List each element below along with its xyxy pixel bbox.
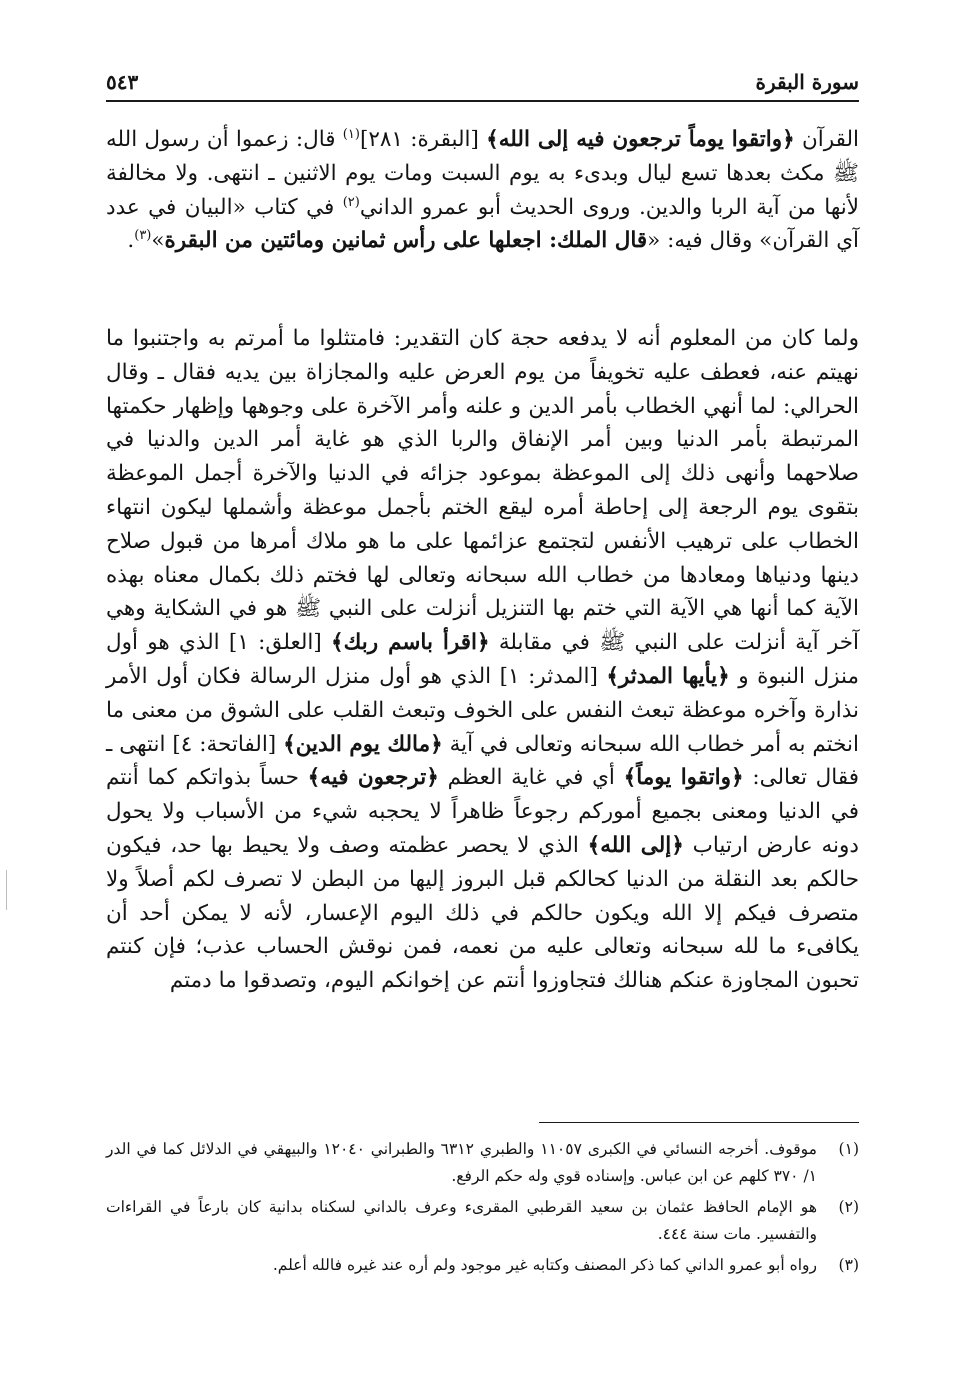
quran-verse: ﴿إلى الله﴾	[587, 832, 684, 858]
footnote-ref[interactable]: (١)	[342, 126, 360, 142]
text-segment: .	[127, 228, 135, 254]
footnotes	[106, 1136, 859, 1283]
text-segment: [الفاتحة: ٤] انتهى ـ فقال تعالى:	[106, 731, 859, 791]
text-segment: القرآن	[794, 127, 859, 152]
running-header	[106, 66, 859, 102]
page-number: ٥٤٣	[106, 70, 139, 94]
text-segment: [البقرة: ٢٨١]	[359, 127, 487, 152]
text-segment: قال: زعموا أن رسول الله ﷺ مكث بعدها تسع ليال وبدىء به يوم السبت ومات يوم الاثنين ـ انتهى. ولا مخالفة لأنها من آية الربا والدين. وروى الحديث أبو عمرو الداني	[106, 127, 859, 220]
footnote-number: (١)	[838, 1140, 859, 1158]
quran-verse: ﴿ترجعون فيه﴾	[307, 765, 439, 791]
footnote-text: رواه أبو عمرو الداني كما ذكر المصنف وكتابه غير موجود ولم أره عند غيره فالله أعلم.	[272, 1256, 817, 1274]
footnote-item	[106, 1136, 859, 1190]
paragraph-1	[106, 123, 859, 258]
text-segment: »	[151, 228, 165, 254]
quran-verse: ﴿يأيها المدثر﴾	[606, 663, 730, 689]
quran-verse: ﴿واتقوا يوماً ترجعون فيه إلى الله﴾	[486, 127, 795, 152]
text-segment: في كتاب «البيان في عدد آي القرآن» وقال فيه: «	[106, 194, 859, 254]
hadith-quote: قال الملك: اجعلها على رأس ثمانين ومائتين من البقرة	[164, 228, 648, 254]
text-segment: حساً بذواتكم كما أنتم في الدنيا ومعنى بجميع أموركم رجوعاً ظاهراً لا يحجبه شيء من الأسباب ولا يحول دونه عارض ارتياب	[106, 765, 859, 858]
footnote-ref[interactable]: (٣)	[134, 228, 152, 244]
quran-verse: ﴿اقرأ باسم ربك﴾	[331, 630, 490, 656]
footnote-item	[106, 1194, 859, 1248]
footnote-number: (٢)	[838, 1198, 859, 1216]
surah-title: سورة البقرة	[755, 70, 859, 94]
footnote-ref[interactable]: (٢)	[342, 194, 360, 210]
footnote-text: هو الإمام الحافظ عثمان بن سعيد القرطبي المقرىء وعرف بالداني لسكناه بدانية كان بارعاً في القراءات والتفسير. مات سنة ٤٤٤.	[106, 1198, 817, 1243]
footnote-number: (٣)	[838, 1256, 859, 1274]
footnote-text: موقوف. أخرجه النسائي في الكبرى ١١٠٥٧ والطبري ٦٣١٢ والطبراني ١٢٠٤٠ والبيهقي في الدلائل كما في الدر ١/ ٣٧٠ كلهم عن ابن عباس. وإسناده قوي وله حكم الرفع.	[106, 1140, 817, 1185]
text-segment: [العلق: ١] الذي هو أول منزل النبوة و	[106, 630, 859, 689]
paragraph-2	[106, 322, 859, 998]
text-segment: الذي لا يحصر عظمته وصف ولا يحيط بها حد، فيكون حالكم بعد النقلة من الدنيا كحالكم قبل البروز إليها من البطن لا تصرف لكم أصلاً ولا متصرف فيكم إلا الله ويكون حالكم في ذلك اليوم الإعسار، لأنه لا يمكن أحد أن يكافىء ما لله سبحانه وتعالى عليه من نعمه، فمن نوقش الحساب عذب؛ فإن كنتم تحبون المجاوزة عنكم هنالك فتجاوزوا أنتم عن إخوانكم اليوم، وتصدقوا ما دمتم	[106, 832, 859, 994]
scan-margin-mark	[6, 870, 7, 910]
quran-verse: ﴿واتقوا يوماً﴾	[623, 765, 744, 791]
text-segment: أي في غاية العظم	[438, 765, 624, 791]
footnote-divider	[539, 1122, 859, 1123]
quran-verse: ﴿مالك يوم الدين﴾	[283, 731, 443, 757]
text-segment: ولما كان من المعلوم أنه لا يدفعه حجة كان التقدير: فامتثلوا ما أمرتم به واجتنبوا ما نهيتم عنه، فعطف عليه تخويفاً من يوم العرض عليه والمجازاة بين يديه فقال ـ وقال الحرالي: لما أنهي الخطاب بأمر الدين و علنه وأمر الآخرة على وجوهها وإظهار حكمتها المرتبطة بأمر الدنيا وبين أمر الإنفاق والربا الذي هو غاية أمر الدين والدنيا في صلاحهما وأنهى ذلك إلى الموعظة بموعود جزائه في الدنيا والآخرة أجمل الموعظة بتقوى يوم الرجعة إلى إحاطة أمره ليقع الختم بأجمل موعظة وأشملها ليكون انتهاء الخطاب على ترهيب الأنفس لتجتمع عزائمها على ما هو ملاك أمرها من قبول صلاح دينها ودنياها ومعادها من خطاب الله سبحانه وتعالى لها فختم ذلك بكمال معناه بهذه الآية كما أنها هي الآية التي ختم بها التنزيل أنزلت على النبي ﷺ هو في الشكاية وهي آخر آية أنزلت على النبي ﷺ في مقابلة	[106, 326, 859, 656]
footnote-item	[106, 1252, 859, 1279]
text-segment: [المدثر: ١] الذي هو أول منزل الرسالة فكان أول الأمر نذارة وآخره موعظة تبعث النفس على الخوف وتبعث القلب على الشوق من معنى ما انختم به أمر خطاب الله سبحانه وتعالى في آية	[106, 663, 860, 757]
